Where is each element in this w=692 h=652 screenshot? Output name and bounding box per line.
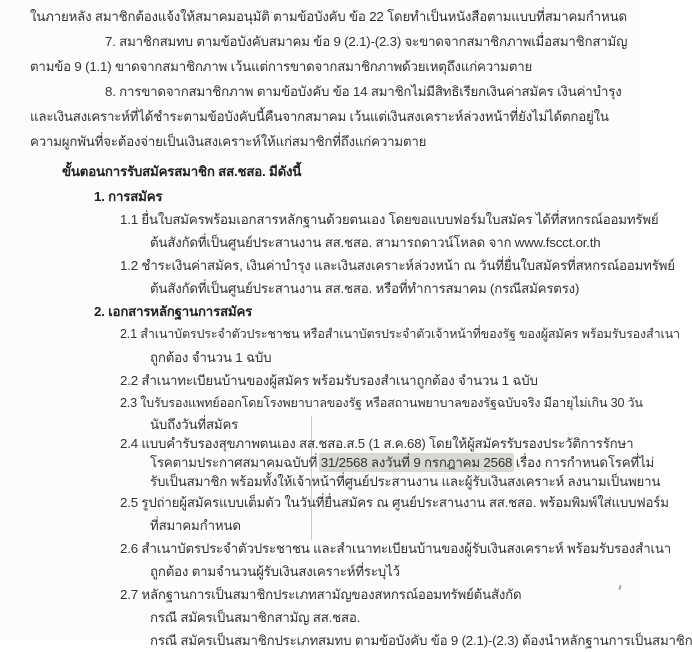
- intro-carryover-line: ในภายหลัง สมาชิกต้องแจ้งให้สมาคมอนุมัติ ตามข้อบังคับ ข้อ 22 โดยทำเป็นหนังสือตามแบบที่สมาคมกำหนด: [30, 9, 627, 24]
- item-1-2-line-2: ต้นสังกัดที่เป็นศูนย์ประสานงาน สส.ชสอ. หรือที่ทำการสมาคม (กรณีสมัครตรง): [150, 281, 580, 296]
- item-2-4-line-2: [150, 453, 655, 472]
- item-2-7-case-1: กรณี สมัครเป็นสมาชิกสามัญ สส.ชสอ.: [150, 610, 361, 625]
- item-2-7-line-1: 2.7 หลักฐานการเป็นสมาชิกประเภทสามัญของสหกรณ์ออมทรัพย์ต้นสังกัด: [120, 587, 522, 602]
- paragraph-7-line-2: ตามข้อ 9 (1.1) ขาดจากสมาชิกภาพ เว้นแต่การขาดจากสมาชิกภาพด้วยเหตุถึงแก่ความตาย: [30, 59, 533, 74]
- item-2-4-line-2-suffix: เรื่อง การกำหนดโรคที่ไม่: [512, 455, 655, 470]
- paragraph-8-line-1: 8. การขาดจากสมาชิกภาพ ตามข้อบังคับ ข้อ 14 สมาชิกไม่มีสิทธิเรียกเงินค่าสมัคร เงินค่าบำรุง: [105, 84, 622, 99]
- item-1-2-line-1: 1.2 ชำระเงินค่าสมัคร, เงินค่าบำรุง และเงินสงเคราะห์ล่วงหน้า ณ วันที่ยื่นใบสมัครที่สหกรณ์ออมทรัพย์: [120, 258, 675, 273]
- item-2-4-line-3: รับเป็นสมาชิก พร้อมทั้งให้เจ้าหน้าที่ศูนย์ประสานงาน และผู้รับเงินสงเคราะห์ ลงนามเป็นพยาน: [150, 474, 661, 489]
- item-2-6-line-2: ถูกต้อง ตามจำนวนผู้รับเงินสงเคราะห์ที่ระบุไว้: [150, 564, 400, 579]
- scan-crease-artifact: [311, 416, 312, 540]
- item-2-4-line-1: 2.4 แบบคำรับรองสุขภาพตนเอง สส.ชสอ.ส.5 (1 ส.ค.68) โดยให้ผู้สมัครรับรองประวัติการรักษา: [120, 436, 634, 451]
- item-2-6-line-1: 2.6 สำเนาบัตรประจำตัวประชาชน และสำเนาทะเบียนบ้านของผู้รับเงินสงเคราะห์ พร้อมรับรองสำเนา: [120, 541, 671, 556]
- item-2-3-line-1: 2.3 ใบรับรองแพทย์ออกโดยโรงพยาบาลของรัฐ หรือสถานพยาบาลของรัฐฉบับจริง มีอายุไม่เกิน 30 วัน: [120, 396, 643, 410]
- highlighted-announcement-number: 31/2568 ลงวันที่ 9 กรกฎาคม 2568: [320, 455, 513, 470]
- item-2-1-line-2: ถูกต้อง จำนวน 1 ฉบับ: [150, 350, 272, 365]
- item-1-1-line-2: ต้นสังกัดที่เป็นศูนย์ประสานงาน สส.ชสอ. สามารถดาวน์โหลด จาก www.fscct.or.th: [150, 235, 601, 250]
- item-2-5-line-2: ที่สมาคมกำหนด: [150, 518, 241, 533]
- item-2-1-line-1: 2.1 สำเนาบัตรประจำตัวประชาชน หรือสำเนาบัตรประจำตัวเจ้าหน้าที่ของรัฐ ของผู้สมัคร พร้อมรับรองสำเนา: [120, 327, 680, 341]
- paragraph-8-line-3: ความผูกพันที่จะต้องจ่ายเป็นเงินสงเคราะห์ให้แก่สมาชิกที่ถึงแก่ความตาย: [30, 134, 427, 149]
- item-1-1-line-1: 1.1 ยื่นใบสมัครพร้อมเอกสารหลักฐานด้วยตนเอง โดยขอแบบฟอร์มใบสมัคร ได้ที่สหกรณ์ออมทรัพย์: [120, 212, 659, 227]
- item-2-2-line-1: 2.2 สำเนาทะเบียนบ้านของผู้สมัคร พร้อมรับรองสำเนาถูกต้อง จำนวน 1 ฉบับ: [120, 373, 538, 388]
- section-heading: ขั้นตอนการรับสมัครสมาชิก สส.ชสอ. มีดังนี้: [62, 164, 302, 179]
- section-1-title: 1. การสมัคร: [94, 189, 163, 204]
- item-2-3-line-2: นับถึงวันที่สมัคร: [150, 417, 239, 432]
- section-2-title: 2. เอกสารหลักฐานการสมัคร: [94, 304, 253, 319]
- item-2-5-line-1: 2.5 รูปถ่ายผู้สมัครแบบเต็มตัว ในวันที่ยื่นสมัคร ณ ศูนย์ประสานงาน สส.ชสอ. พร้อมพิมพ์ใส่แบบฟอร์ม: [120, 495, 669, 510]
- paragraph-7-line-1: 7. สมาชิกสมทบ ตามข้อบังคับสมาคม ข้อ 9 (2.1)-(2.3) จะขาดจากสมาชิกภาพเมื่อสมาชิกสามัญ: [105, 34, 628, 49]
- paragraph-8-line-2: และเงินสงเคราะห์ที่ได้ชำระตามข้อบังคับนี้คืนจากสมาคม เว้นแต่เงินสงเคราะห์ล่วงหน้าที่ยังไม่ได้ตกอยู่ใน: [30, 109, 609, 124]
- item-2-7-case-2: กรณี สมัครเป็นสมาชิกประเภทสมทบ ตามข้อบังคับ ข้อ 9 (2.1)-(2.3) ต้องนำหลักฐานการเป็นสมาชิก: [150, 633, 692, 648]
- document-content: [30, 4, 692, 652]
- item-2-4-line-2-prefix: โรคตามประกาศสมาคมฉบับที่: [150, 455, 321, 470]
